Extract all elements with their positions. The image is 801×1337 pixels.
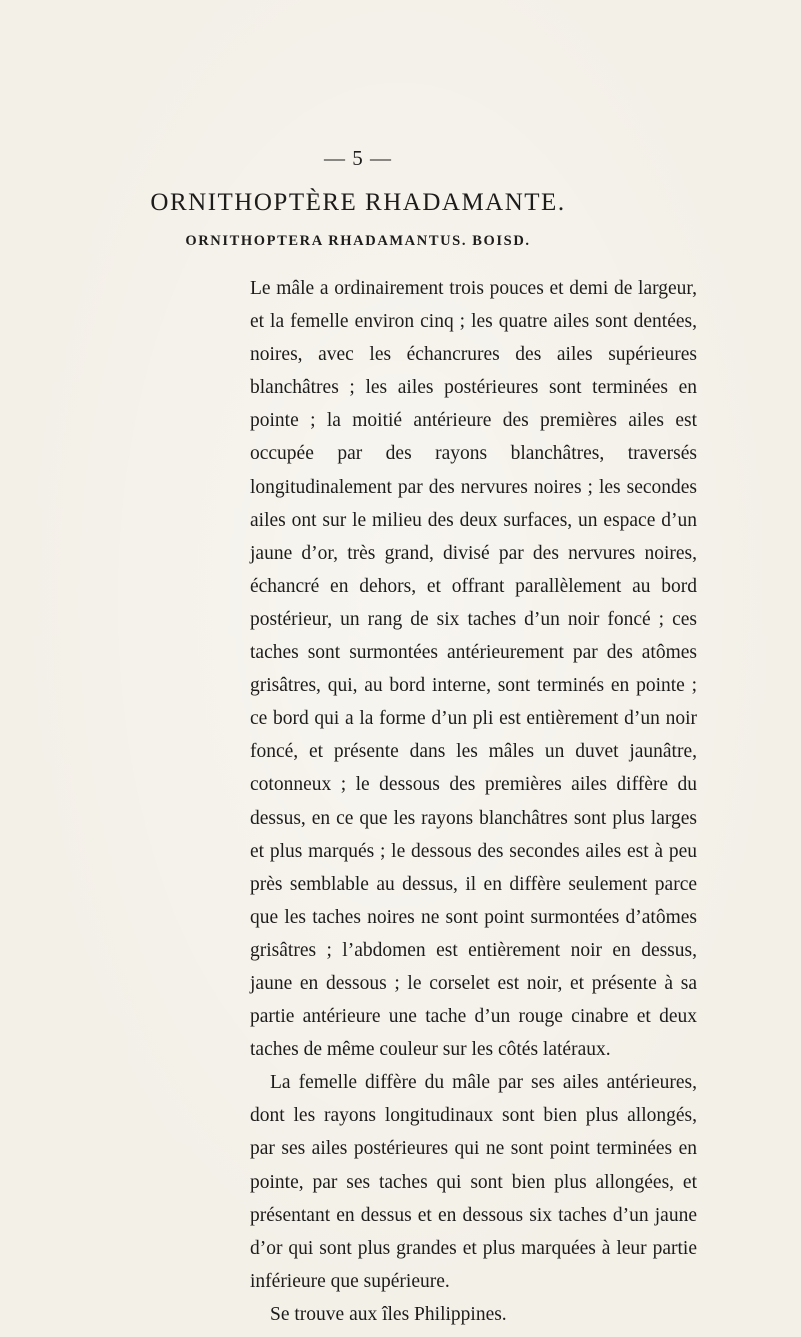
paragraph-habitat: Se trouve aux îles Philippines. [270, 1303, 507, 1325]
description-text [250, 272, 697, 1331]
paragraph-female-description: La femelle diffère du mâle par ses ailes antérieures, dont les rayons longitudinaux sont bien plus allongés, par ses ailes postérieures qui ne sont point terminées en pointe, par ses taches qui sont bien plus allongées, et présentant en dessus et en dessous six taches d’un jaune d’or qui sont plus grandes et plus marquées à leur partie inférieure que supérieure. [250, 1072, 697, 1292]
page-number: — 5 — [324, 146, 392, 170]
paragraph-male-description: Le mâle a ordinairement trois pouces et demi de largeur, et la femelle environ cinq ; les quatre ailes sont dentées, noires, avec les échancrures des ailes supérieures blanchâtres ; les ailes postérieures sont terminées en pointe ; la moitié antérieure des premières ailes est occupée par des rayons blanchâtres, traversés longitudinalement par des nervures noires ; les secondes ailes ont sur le milieu des deux surfaces, un espace d’un jaune d’or, très grand, divisé par des nervures noires, échancré en dehors, et offrant parallèlement au bord postérieur, un rang de six taches d’un noir foncé ; ces taches sont surmontées antérieurement par des atômes grisâtres, qui, au bord interne, sont terminés en pointe ; ce bord qui a la forme d’un pli est entièrement d’un noir foncé, et présente dans les mâles un duvet jaunâtre, cotonneux ; le dessous des premières ailes diffère du dessus, en ce que les rayons blanchâtres sont plus larges et plus marqués ; le dessous des secondes ailes est à peu près semblable au dessus, il en diffère seulement parce que les taches noires ne sont point surmontées d’atômes grisâtres ; l’abdomen est entièrement noir en dessus, jaune en dessous ; le corselet est noir, et présente à sa partie antérieure une tache d’un rouge cinabre et deux taches de même couleur sur les côtés latéraux. [250, 278, 697, 1061]
scientific-name: ORNITHOPTERA RHADAMANTUS. BOISD. [185, 233, 531, 249]
page-title: ORNITHOPTÈRE RHADAMANTE. [150, 188, 566, 216]
